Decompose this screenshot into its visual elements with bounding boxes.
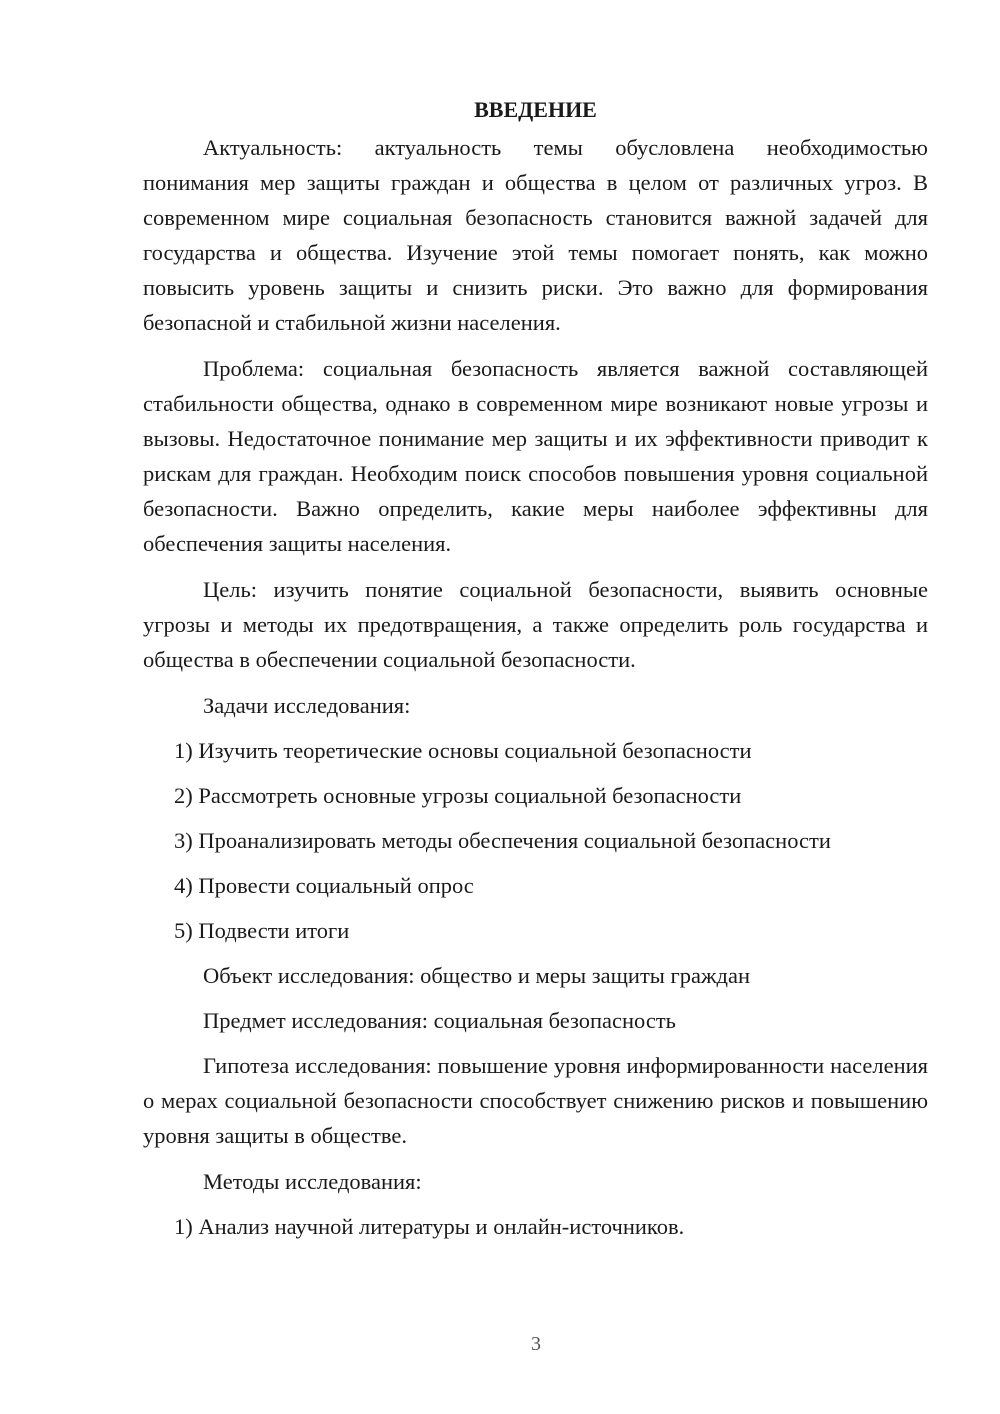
list-item: 5) Подвести итоги: [174, 918, 350, 943]
list-item: 1) Изучить теоретические основы социальной безопасности: [174, 738, 752, 763]
list-item: 1) Анализ научной литературы и онлайн-источников.: [174, 1214, 685, 1239]
page-title: ВВЕДЕНИЕ: [474, 97, 597, 122]
hypothesis-paragraph: Гипотеза исследования: повышение уровня информированности населения о мерах социальной безопасности способствует снижению рисков и повышению уровня защиты в обществе.: [143, 1053, 928, 1148]
list-item: 4) Провести социальный опрос: [174, 873, 474, 898]
page-number: 3: [531, 1333, 541, 1355]
tasks-heading: Задачи исследования:: [203, 693, 411, 718]
tasks-list: [143, 733, 928, 948]
page-body: [143, 92, 928, 1254]
subject-line: Предмет исследования: социальная безопасность: [203, 1008, 676, 1033]
list-item: 3) Проанализировать методы обеспечения социальной безопасности: [174, 828, 831, 853]
methods-heading: Методы исследования:: [203, 1169, 422, 1194]
list-item: 2) Рассмотреть основные угрозы социальной безопасности: [174, 783, 742, 808]
problem-paragraph: Проблема: социальная безопасность является важной составляющей стабильности общества, однако в современном мире возникают новые угрозы и вызовы. Недостаточное понимание мер защиты и их эффективности приводит к рискам для граждан. Необходим поиск способов повышения уровня социальной безопасности. Важно определить, какие меры наиболее эффективны для обеспечения защиты населения.: [143, 356, 928, 556]
methods-list: [143, 1209, 928, 1244]
relevance-paragraph: Актуальность: актуальность темы обусловлена необходимостью понимания мер защиты граждан и общества в целом от различных угроз. В современном мире социальная безопасность становится важной задачей для государства и общества. Изучение этой темы помогает понять, как можно повысить уровень защиты и снизить риски. Это важно для формирования безопасной и стабильной жизни населения.: [143, 135, 928, 335]
goal-paragraph: Цель: изучить понятие социальной безопасности, выявить основные угрозы и методы их предотвращения, а также определить роль государства и общества в обеспечении социальной безопасности.: [143, 577, 928, 672]
object-line: Объект исследования: общество и меры защиты граждан: [203, 963, 751, 988]
